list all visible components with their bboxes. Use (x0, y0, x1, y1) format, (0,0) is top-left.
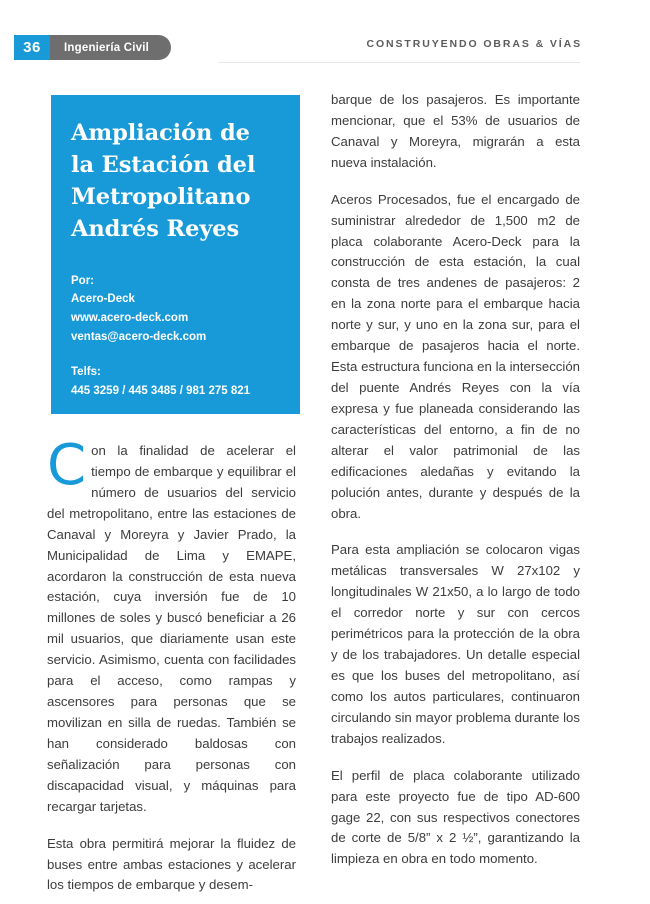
paragraph (47, 834, 296, 897)
phone-block (71, 363, 280, 400)
credit-block (71, 272, 280, 347)
paragraph (331, 190, 580, 525)
page-header (0, 0, 650, 74)
paragraph-text: barque de los pasajeros. Es importante mencionar, que el 53% de usuarios de Canaval y Moreyra, migrarán a esta nueva instalación. (331, 92, 580, 170)
credit-email: ventas@acero-deck.com (71, 330, 207, 343)
article-title: Ampliación de la Estación del Metropolitano Andrés Reyes (71, 120, 256, 242)
paragraph (331, 540, 580, 749)
section-tab: Ingeniería Civil (50, 35, 171, 60)
paragraph-text: Para esta ampliación se colocaron vigas metálicas transversales W 27x102 y longitudinales W 21x50, a lo largo de todo el corredor norte y sur con cercos perimétricos para la protección de la obra y de los trabajadores. Un detalle especial es que los buses del metropolitano, así como los autos particulares, continuaron circulando sin mayor problema durante los trabajos realizados. (331, 542, 580, 746)
paragraph (47, 433, 296, 818)
body-column-right (331, 90, 580, 870)
paragraph-text: Aceros Procesados, fue el encargado de suministrar alrededor de 1,500 m2 de placa colaborante Acero-Deck para la construcción de esta estación, la cual consta de tres andenes de pasajeros: 2 en la zona norte para el embarque hacia norte y sur, y uno en la zona sur, para el embarque de pasajeros hacia el norte. Esta estructura funciona en la intersección del puente Andrés Reyes con la vía expresa y fue planeada considerando las características del entorno, a fin de no alterar el valor patrimonial de las edificaciones aledañas y evitando la polución antes, durante y después de la obra. (331, 191, 580, 521)
paragraph-text: El perfil de placa colaborante utilizado para este proyecto fue de tipo AD-600 gage 22, con sus respectivos conectores de corte de 5/8” x 2 ½”, garantizando la limpieza en obra en todo momento. (331, 767, 580, 867)
page-number-badge: 36 (14, 35, 50, 60)
credit-company: Acero-Deck (71, 293, 135, 306)
phone-label: Telfs: (71, 366, 101, 379)
credit-website: www.acero-deck.com (71, 312, 189, 324)
header-divider (218, 62, 580, 63)
drop-cap: C (47, 433, 87, 498)
credit-label: Por: (71, 274, 94, 287)
magazine-title: CONSTRUYENDO OBRAS & VÍAS (366, 38, 582, 50)
paragraph (331, 766, 580, 871)
phone-numbers: 445 3259 / 445 3485 / 981 275 821 (71, 384, 251, 397)
headline-panel (51, 95, 300, 414)
paragraph (331, 90, 580, 174)
paragraph-text: Esta obra permitirá mejorar la fluidez de buses entre ambas estaciones y acelerar los tiempos de embarque y desem- (47, 835, 296, 893)
paragraph-text: on la finalidad de acelerar el tiempo de embarque y equilibrar el número de usuarios del servicio del metropolitano, entre las estaciones de Canaval y Moreyra y Javier Prado, la Municipalidad de Lima y EMAPE, acordaron la construcción de esta nueva estación, cuya inversión fue de 10 millones de soles y buscó beneficiar a 26 mil usuarios, que diariamente usan este servicio. Asimismo, cuenta con facilidades para el acceso, como rampas y ascensores para personas que se movilizan en silla de ruedas. También se han considerado baldosas con señalización para personas con discapacidad visual, y máquinas para recargar tarjetas. (47, 443, 296, 814)
body-column-left (47, 433, 296, 896)
